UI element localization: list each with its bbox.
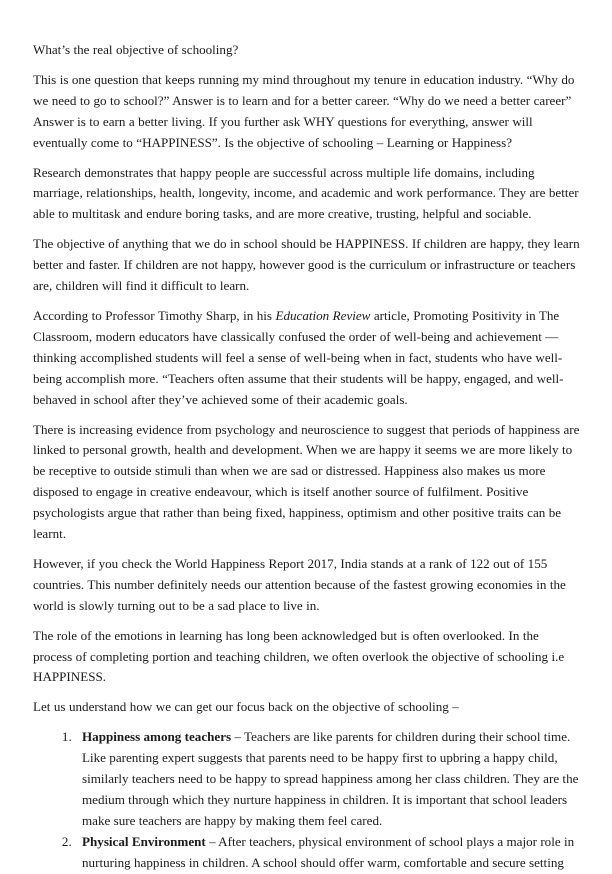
paragraph-6: The role of the emotions in learning has long been acknowledged but is often overlooked. In the process of completing portion and teaching children, we often overlook the objective of schooling i.e HAPPINESS.	[33, 627, 565, 685]
list-item-lead: Happiness among teachers	[82, 729, 232, 745]
paragraph-5: However, if you check the World Happiness Report 2017, India stands at a rank of 122 out of 155 countries. This number definitely needs our attention because of the fastest growing economies in the world is slowly turning out to be a sad place to live in.	[33, 555, 566, 613]
list-item	[75, 832, 580, 874]
list-item-lead: Physical Environment	[82, 833, 206, 849]
list-item-text: – Teachers are like parents for children during their school time. Like parenting expert suggests that parents need to be happy first to upbring a happy child, similarly teachers need to be happy to spread happiness among her class children. They are the medium through which they nurture happiness in children. It is important that school leaders make sure teachers are happy by making them feel cared.	[82, 729, 579, 828]
paragraph-3: The objective of anything that we do in school should be HAPPINESS. If children are happy, they learn better and faster. If children are not happy, however good is the curriculum or infrastructure or teachers are, children will find it difficult to learn.	[33, 236, 580, 294]
numbered-list-wrapper	[33, 727, 580, 873]
sharp-text-before-italic: According to Professor Timothy Sharp, in his	[33, 307, 276, 323]
sharp-text-after-italic: article, Promoting Positivity in The Classroom, modern educators have classically confused the order of well-being and achievement — thinking accomplished students will feel a sense of well-being when in fact, students who have well-being accomplish more. “Teachers often assume that their students will be happy, engaged, and well-behaved in school after they’ve achieved some of their academic goals.	[33, 307, 564, 407]
paragraph-2: Research demonstrates that happy people are successful across multiple life domains, including marriage, relationships, health, longevity, income, and academic and work performance. They are better able to multitask and endure boring tasks, and are more creative, trusting, helpful and sociable.	[33, 164, 579, 222]
paragraph-4: There is increasing evidence from psychology and neuroscience to suggest that periods of happiness are linked to personal growth, health and development. When we are happy it seems we are more likely to be receptive to outside stimuli than when we are sad or distressed. Happiness also makes us more disposed to engage in creative endeavour, which is itself another source of fulfilment. Positive psychologists argue that rather than being fixed, happiness, optimism and other positive traits can be learnt.	[33, 421, 580, 542]
document-heading-line: What’s the real objective of schooling?	[33, 42, 239, 57]
list-item-text: – After teachers, physical environment of school plays a major role in nurturing happiness in children. A school should offer warm, comfortable and secure setting	[82, 833, 575, 870]
paragraph-timothy-sharp	[33, 306, 580, 411]
publication-title-italic: Education Review	[275, 307, 371, 323]
document-body	[33, 40, 580, 874]
list-item	[75, 727, 580, 832]
numbered-list	[33, 727, 580, 873]
paragraph-7: Let us understand how we can get our focus back on the objective of schooling –	[33, 699, 459, 715]
paragraph-1: This is one question that keeps running my mind throughout my tenure in education industry. “Why do we need to go to school?” Answer is to learn and for a better career. “Why do we need a better career” Answer is to earn a better living. If you further ask WHY questions for everything, answer will eventually come to “HAPPINESS”. Is the objective of schooling – Learning or Happiness?	[33, 71, 575, 150]
